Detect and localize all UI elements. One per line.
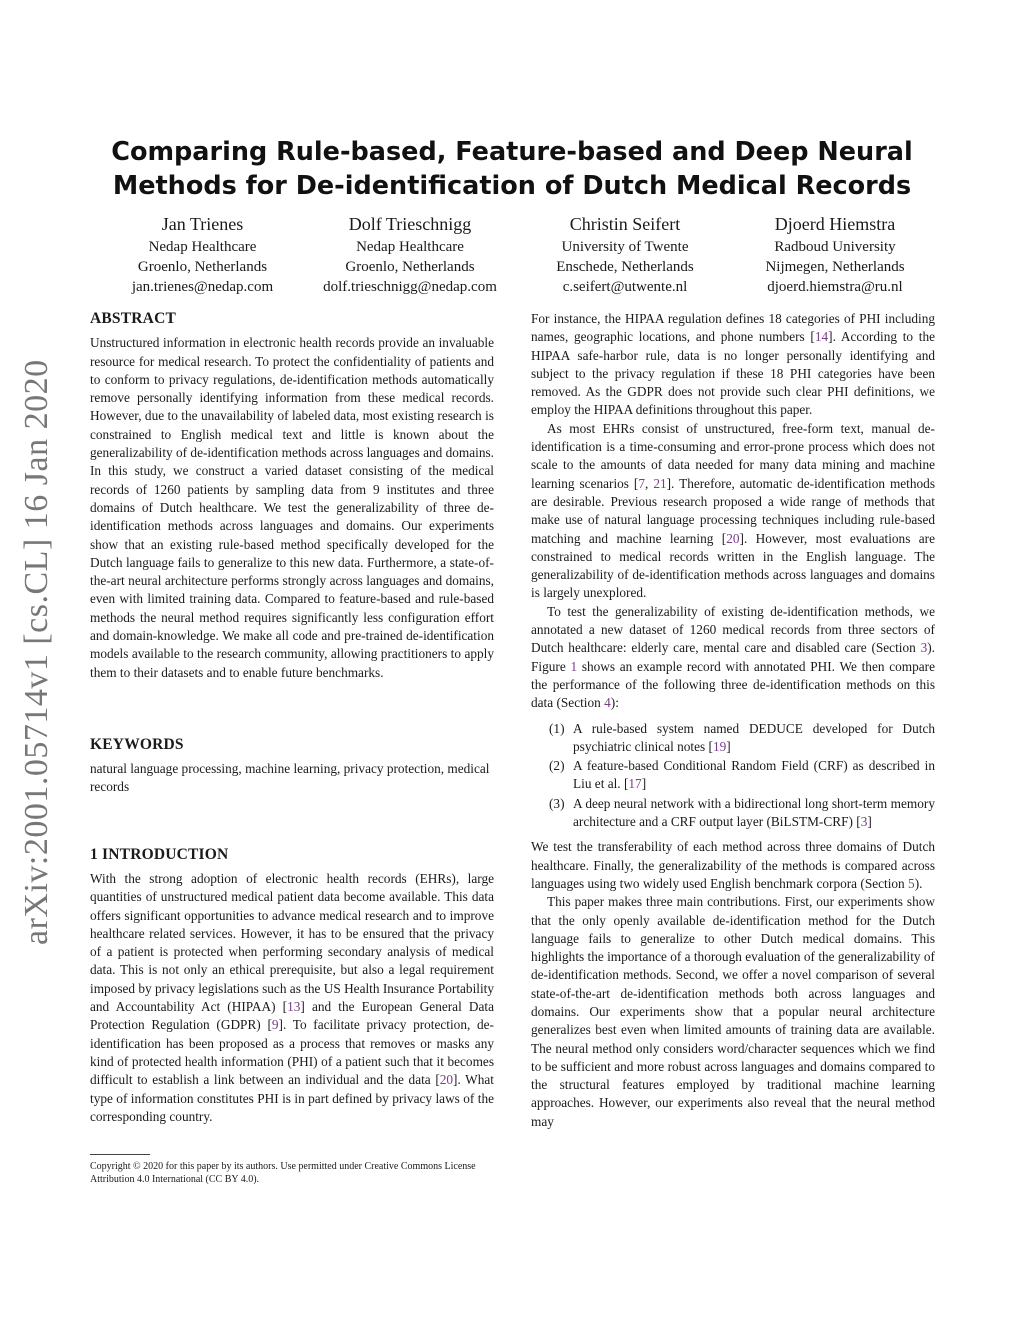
list-item: (2) A feature-based Conditional Random Field (CRF) as described in Liu et al. [17] (549, 758, 935, 792)
right-column (531, 310, 935, 1131)
citation-link[interactable]: 14 (814, 329, 829, 345)
citation-link[interactable]: 20 (439, 1072, 454, 1088)
footnote-divider (90, 1154, 150, 1155)
citation-link[interactable]: 3 (860, 814, 868, 830)
author-location: Enschede, Netherlands (556, 259, 694, 275)
author-name: Dolf Trieschnigg (348, 214, 472, 234)
section-link[interactable]: 3 (920, 640, 928, 656)
paragraph: As most EHRs consist of unstructured, free-form text, manual de-identification is a time-consuming and error-prone process which does not scale to the amounts of data needed for many data mining and machine learning scenarios [7, 21]. Therefore, automatic de-identification methods are desirable. Previous research proposed a wide range of methods that make use of natural language processing techniques including rule-based matching and machine learning [20]. However, most evaluations are constrained to medical records written in the English language. The generalizability of de-identification methods across languages and domains is largely unexplored. (531, 420, 935, 601)
abstract-text: Unstructured information in electronic health records provide an invaluable resource for medical research. To protect the confidentiality of patients and to conform to privacy regulations, de-identification methods automatically remove personally identifying information from these medical records. However, due to the unavailability of labeled data, most existing research is constrained to English medical text and little is known about the generalizability of de-identification methods across languages and domains. In this study, we construct a varied dataset consisting of the medical records of 1260 patients by sampling data from 9 institutes and three domains of Dutch healthcare. We test the generalizability of three de-identification methods across languages and domains. Our experiments show that an existing rule-based method specifically developed for the Dutch language fails to generalize to this new data. Furthermore, a state-of-the-art neural architecture performs strongly across languages and domains, even with limited training data. Compared to feature-based and rule-based methods the neural method requires significantly less configuration effort and domain-knowledge. We make all code and pre-trained de-identification models available to the research community, allowing practitioners to apply them to their datasets and to enable future benchmarks. (90, 335, 494, 680)
citation-link[interactable]: 13 (287, 999, 301, 1015)
citation-link[interactable]: 17 (628, 776, 642, 792)
author-affiliation: University of Twente (561, 239, 689, 255)
author-email: c.seifert@utwente.nl (562, 279, 688, 295)
author-affiliation: Nedap Healthcare (148, 239, 257, 255)
title-line-2: Methods for De-identification of Dutch Medical Records (112, 171, 912, 201)
left-column (90, 310, 494, 682)
author-3 (515, 212, 735, 297)
author-block (100, 212, 960, 297)
abstract-heading: ABSTRACT (90, 310, 177, 327)
paper-title (90, 135, 934, 203)
keywords-text: natural language processing, machine learning, privacy protection, medical records (90, 761, 490, 795)
citation-link[interactable]: 19 (712, 738, 727, 754)
author-email: djoerd.hiemstra@ru.nl (767, 279, 903, 295)
paragraph: We test the transferability of each method across three domains of Dutch healthcare. Finally, the generalizability of the methods is compared across languages using two widely used English benchmark corpora (Section 5). (531, 839, 935, 891)
author-email: jan.trienes@nedap.com (131, 279, 274, 295)
copyright-footnote: Copyright © 2020 for this paper by its authors. Use permitted under Creative Commons License Attribution 4.0 International (CC BY 4.0). (90, 1161, 476, 1185)
section-link[interactable]: 5 (908, 875, 915, 891)
citation-link[interactable]: 20 (726, 530, 740, 546)
paragraph: To test the generalizability of existing de-identification methods, we annotated a new dataset of 1260 medical records from three sectors of Dutch healthcare: elderly care, mental care and disabled care (Section 3). Figure 1 shows an example record with annotated PHI. We then compare the performance of the following three de-identification methods on this data (Section 4): (531, 603, 935, 711)
author-affiliation: Radboud University (774, 239, 896, 255)
methods-list (531, 720, 935, 832)
introduction-heading: 1 INTRODUCTION (90, 846, 229, 863)
arxiv-identifier: arXiv:2001.05714v1 [cs.CL] 16 Jan 2020 (18, 359, 55, 945)
author-name: Djoerd Hiemstra (774, 214, 896, 234)
list-item: (1) A rule-based system named DEDUCE developed for Dutch psychiatric clinical notes [19] (549, 720, 935, 754)
author-4 (735, 212, 935, 297)
author-location: Groenlo, Netherlands (137, 259, 268, 275)
author-location: Nijmegen, Netherlands (765, 259, 905, 275)
list-item: (3) A deep neural network with a bidirectional long short-term memory architecture and a CRF output layer (BiLSTM-CRF) [3] (549, 795, 935, 830)
author-1 (100, 212, 305, 297)
paragraph: For instance, the HIPAA regulation defines 18 categories of PHI including names, geographic locations, and phone numbers [14]. According to the HIPAA safe-harbor rule, data is no longer personally identifying and subject to the privacy regulation if these 18 PHI categories have been removed. As the GDPR does not provide such clear PHI definitions, we employ the HIPAA definitions throughout this paper. (531, 311, 936, 418)
author-name: Christin Seifert (569, 214, 681, 234)
author-email: dolf.trieschnigg@nedap.com (323, 279, 497, 295)
author-2 (305, 212, 515, 297)
introduction-paragraph: With the strong adoption of electronic health records (EHRs), large quantities of unstructured medical patient data become available. This data offers significant opportunities to advance medical research and to improve healthcare related services. However, it has to be ensured that the privacy of a patient is protected when performing secondary analysis of medical data. This is not only an ethical prerequisite, but also a legal requirement imposed by privacy legislations such as the US Health Insurance Portability and Accountability Act (HIPAA) [13] and the European General Data Protection Regulation (GDPR) [9]. To facilitate privacy protection, de-identification has been proposed as a process that removes or masks any kind of protected health information (PHI) of a patient such that it becomes difficult to establish a link between an individual and the data [20]. What type of information constitutes PHI is in part defined by privacy laws of the corresponding country. (90, 871, 494, 1124)
paragraph: This paper makes three main contributions. First, our experiments show that the only openly available de-identification method for the Dutch language fails to generalize to other Dutch medical domains. This highlights the importance of a thorough evaluation of the generalizability of de-identification methods. Second, we offer a novel comparison of several state-of-the-art de-identification methods both across languages and domains. Our experiments show that a popular neural architecture generalizes best even when limited amounts of training data are available. The neural method only considers word/character sequences which we find to be sufficient and more robust across languages and domains compared to the structural features employed by traditional machine learning approaches. However, our experiments also reveal that the neural method may (531, 894, 935, 1129)
author-location: Groenlo, Netherlands (345, 259, 475, 275)
author-affiliation: Nedap Healthcare (356, 239, 464, 255)
figure-link[interactable]: 1 (570, 658, 578, 674)
citation-link[interactable]: 9 (271, 1017, 279, 1033)
section-link[interactable]: 4 (604, 695, 611, 711)
citation-link[interactable]: 21 (653, 475, 667, 491)
citation-link[interactable]: 7 (638, 475, 646, 491)
keywords-heading: KEYWORDS (90, 736, 184, 753)
author-name: Jan Trienes (161, 214, 244, 234)
title-line-1: Comparing Rule-based, Feature-based and Deep Neural (111, 137, 913, 167)
